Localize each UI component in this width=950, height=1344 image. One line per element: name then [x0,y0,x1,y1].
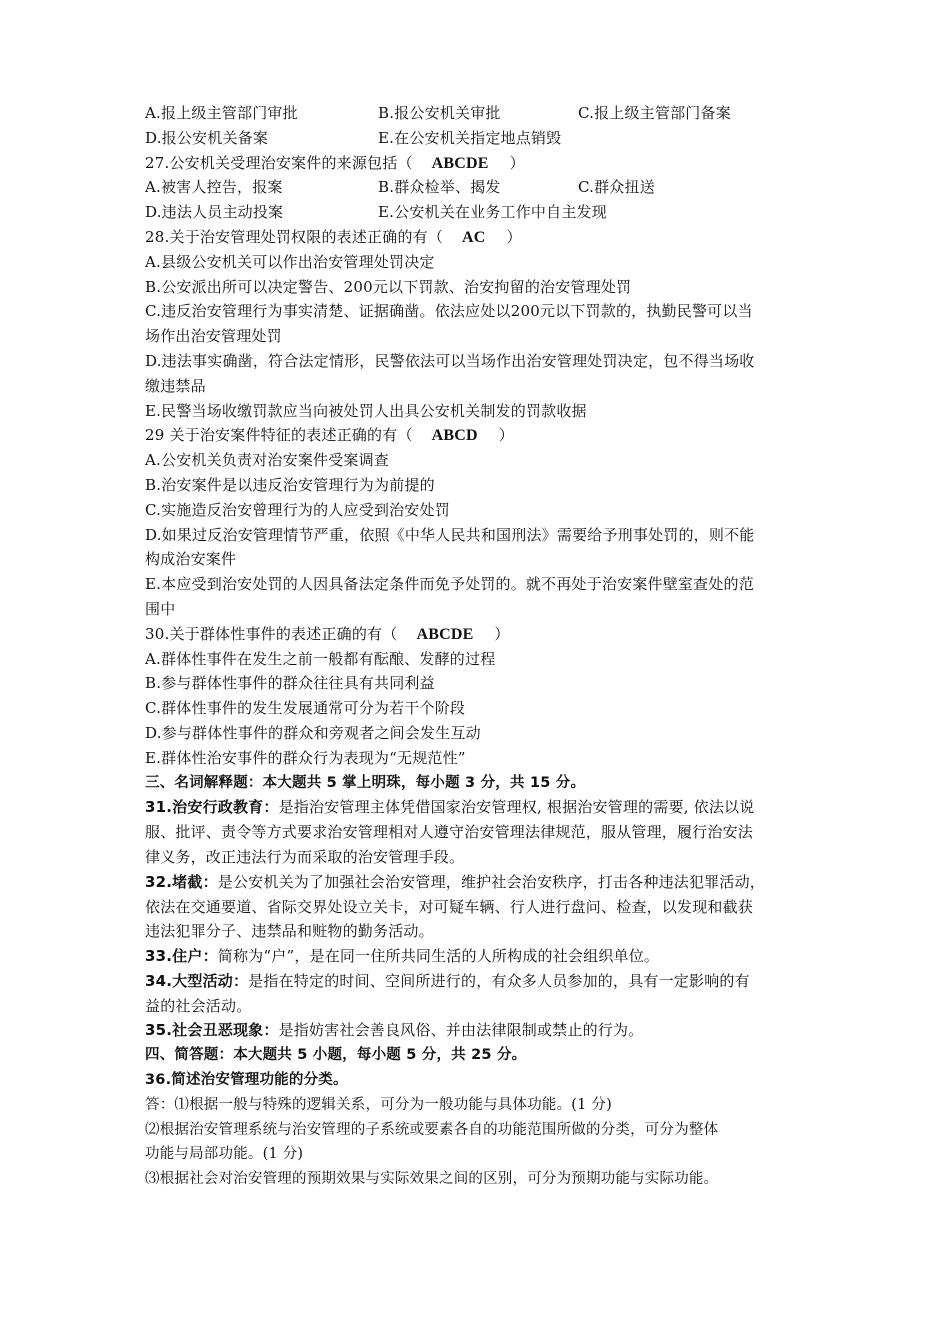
q30-option-e: E.群体性治安事件的群众行为表现为“无规范性” [145,748,466,767]
q26-options-row1 [145,101,820,126]
q28-option-b: B.公安派出所可以决定警告、200元以下罚款、治安拘留的治安管理处罚 [145,277,632,296]
q28-stem [145,225,820,250]
q36-title: 36.简述治安管理功能的分类。 [145,1072,348,1089]
q27-stem [145,151,820,176]
q30-stem-close: ） [494,624,510,643]
q28-option-d-line2: 缴违禁品 [145,376,206,395]
term-31-title: 31.治安行政教育： [145,798,279,817]
q26-option-b: B.报公安机关审批 [378,104,501,122]
q27-option-c: C.群众扭送 [578,178,655,197]
q26-option-c: C.报上级主管部门备案 [578,104,731,122]
term-32-title: 32.堵截： [145,872,218,891]
q28-stem-close: ） [506,227,522,246]
q27-option-b: B.群众检举、揭发 [378,178,501,197]
q28-stem-text: 28.关于治安管理处罚权限的表述正确的有（ [145,227,444,246]
q36-answer-line3: 功能与局部功能。(1 分) [145,1146,304,1163]
term-33-line1 [145,944,820,969]
q30-stem [145,622,820,647]
term-34-line1 [145,969,820,994]
q29-stem-close: ） [498,426,514,445]
term-31-line1 [145,795,820,820]
term-34-title: 34.大型活动： [145,971,249,990]
q29-option-e-line1: E.本应受到治安处罚的人因具备法定条件而免予处罚的。就不再处于治安案件壁室查处的范 [145,575,754,594]
q36-answer-line1: 答：⑴根据一般与特殊的逻辑关系，可分为一般功能与具体功能。(1 分) [145,1096,612,1113]
q27-option-e: E.公安机关在业务工作中自主发现 [378,203,607,222]
term-34-line2: 益的社会活动。 [145,996,252,1015]
q27-answer: ABCDE [431,154,489,172]
q29-option-c: C.实施造反治安曾理行为的人应受到治安处罚 [145,500,450,519]
term-31-def-start: 是指治安管理主体凭借国家治安管理权, 根据治安管理的需要, 依法以说 [278,798,755,817]
section4-heading: 四、简答题：本大题共 5 小题，每小题 5 分，共 25 分。 [145,1047,527,1064]
term-32-line2: 依法在交通要道、省际交界处设立关卡，对可疑车辆、行人进行盘问、检查，以发现和截获 [145,897,754,916]
term-32-def-start: 是公安机关为了加强社会治安管理，维护社会治安秩序，打击各种违法犯罪活动， [217,872,765,891]
q26-option-e: E.在公安机关指定地点销毁 [378,128,562,147]
document-body [145,101,820,1192]
q29-stem [145,423,820,448]
q28-answer: AC [462,228,486,246]
q27-option-d: D.违法人员主动投案 [145,203,284,222]
term-35-title: 35.社会丑恶现象： [145,1021,279,1040]
q28-option-c-line2: 场作出治安管理处罚 [145,327,282,346]
q26-option-d: D.报公安机关备案 [145,128,269,147]
q30-option-d: D.参与群体性事件的群众和旁观者之间会发生互动 [145,723,481,742]
term-33-def: 简称为“户”，是在同一住所共同生活的人所构成的社会组织单位。 [217,947,660,966]
q36-answer-line2: ⑵根据治安管理系统与治安管理的子系统或要素各自的功能范围所做的分类，可分为整体 [145,1121,719,1138]
q30-option-b: B.参与群体性事件的群众往往具有共同利益 [145,674,435,693]
q29-stem-text: 29 关于治安案件特征的表述正确的有（ [145,426,413,445]
section3-heading: 三、名词解释题：本大题共 5 掌上明珠，每小题 3 分，共 15 分。 [145,774,586,791]
q27-stem-text: 27.公安机关受理治安案件的来源包括（ [145,153,413,172]
q28-option-d-line1: D.违法事实确凿，符合法定情形，民警依法可以当场作出治安管理处罚决定，包不得当场收 [145,351,755,370]
q29-option-a: A.公安机关负责对治安案件受案调查 [145,451,390,470]
q27-stem-close: ） [509,153,525,172]
q30-option-a: A.群体性事件在发生之前一般都有酝酿、发酵的过程 [145,649,496,668]
term-31-line3: 律义务，改正违法行为而采取的治安管理手段。 [145,847,465,866]
q27-options-row1 [145,175,820,200]
term-33-title: 33.住户： [145,947,218,966]
q36-answer-line4: ⑶根据社会对治安管理的预期效果与实际效果之间的区别，可分为预期功能与实际功能。 [145,1171,719,1188]
q30-stem-text: 30.关于群体性事件的表述正确的有（ [145,624,398,643]
term-35-def: 是指妨害社会善良风俗、并由法律限制或禁止的行为。 [278,1021,644,1040]
q26-options-row2 [145,126,820,151]
q30-option-c: C.群体性事件的发生发展通常可分为若干个阶段 [145,699,466,718]
q29-answer: ABCD [431,427,478,445]
q28-option-a: A.县级公安机关可以作出治安管理处罚决定 [145,252,435,271]
term-32-line3: 违法犯罪分子、违禁品和赃物的勤务活动。 [145,922,434,941]
q28-option-e: E.民警当场收缴罚款应当向被处罚人出具公安机关制发的罚款收据 [145,401,587,420]
q30-answer: ABCDE [416,625,474,643]
q26-option-a: A.报上级主管部门审批 [145,104,298,122]
q29-option-b: B.治安案件是以违反治安管理行为为前提的 [145,475,435,494]
term-35-line1 [145,1018,820,1043]
term-34-def-start: 是指在特定的时间、空间所进行的，有众多人员参加的，具有一定影响的有 [248,971,750,990]
q28-option-c-line1: C.违反治安管理行为事实清楚、证据确凿。依法应处以200元以下罚款的，执勤民警可以当 [145,302,753,321]
q29-option-d-line2: 构成治安案件 [145,550,237,569]
q27-option-a: A.被害人控告，报案 [145,178,283,197]
term-31-line2: 服、批评、责令等方式要求治安管理相对人遵守治安管理法律规范，服从管理，履行治安法 [145,823,754,842]
q29-option-e-line2: 围中 [145,599,176,618]
q27-options-row2 [145,200,820,225]
q29-option-d-line1: D.如果过反治安管理情节严重，依照《中华人民共和国刑法》需要给予刑事处罚的，则不能 [145,525,755,544]
term-32-line1 [145,870,820,895]
